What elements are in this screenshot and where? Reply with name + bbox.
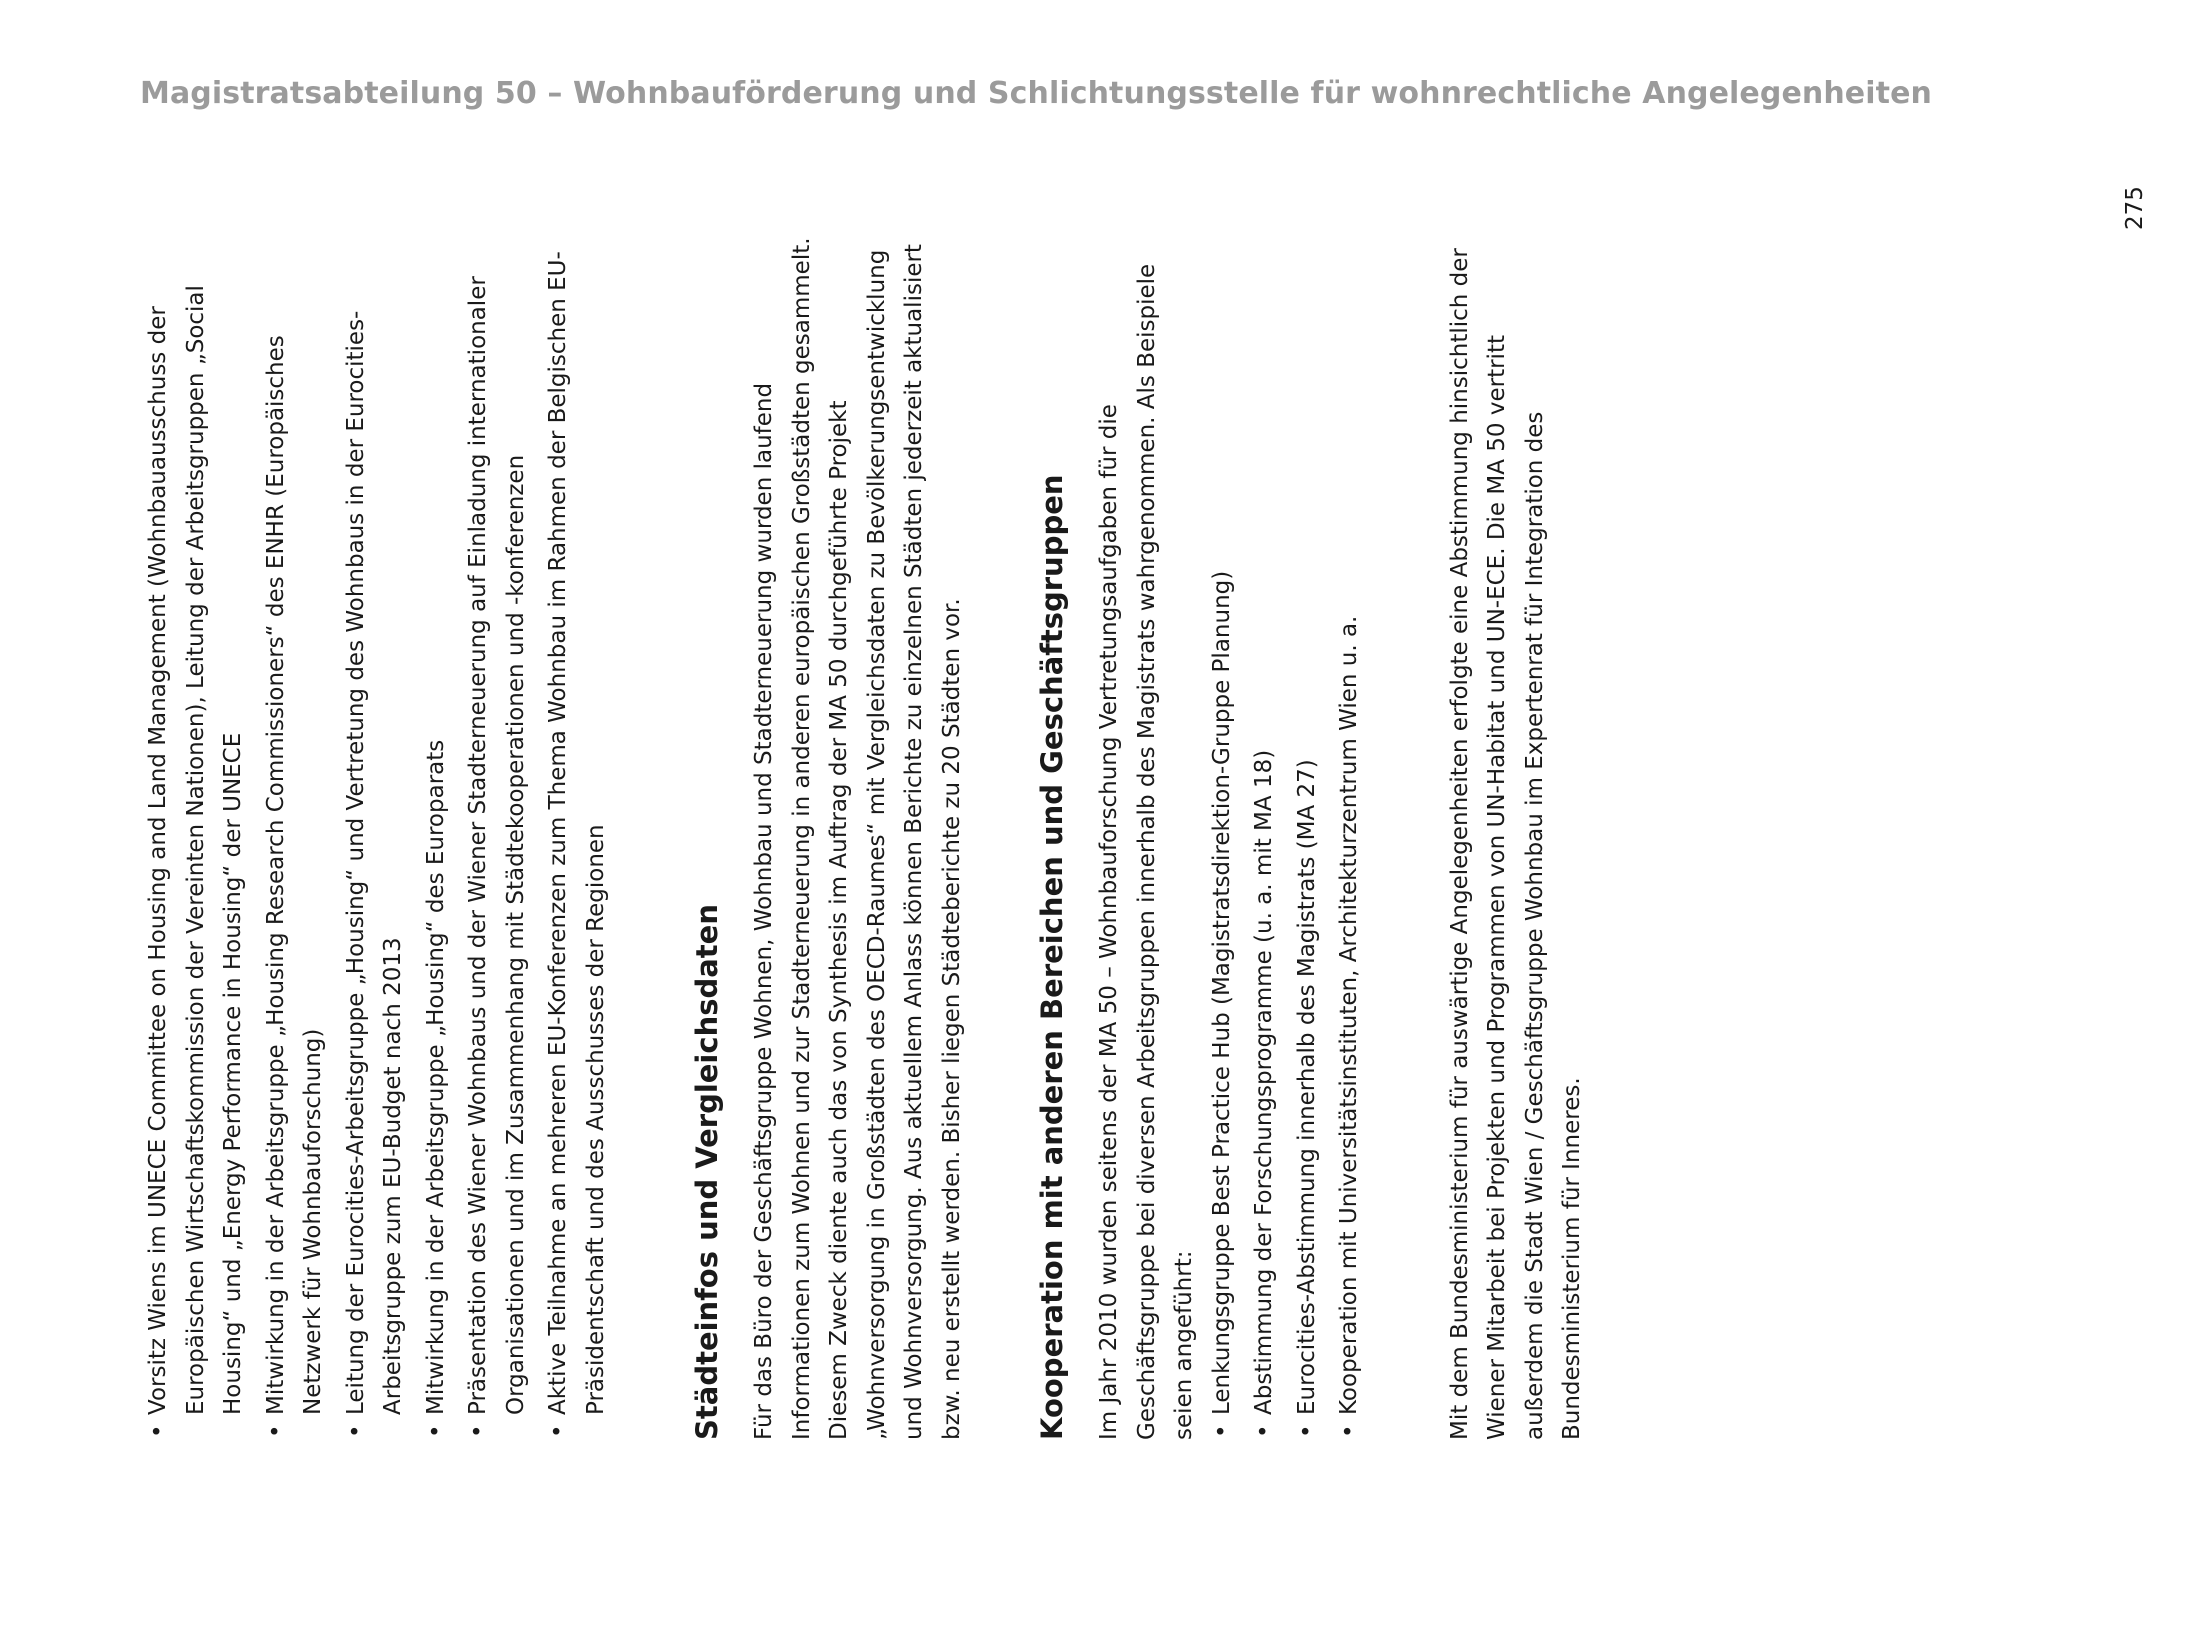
list-item: • Präsentation des Wiener Wohnbaus und der Wiener Stadterneuerung auf Einladung internationaler Organisationen und im Zusammenhang mit Städtekooperationen und -konferenzen xyxy=(460,220,535,1440)
section-paragraph-staedteinfos: Für das Büro der Geschäftsgruppe Wohnen, Wohnbau und Stadterneuerung wurden laufend Informationen zum Wohnen und zur Stadterneuerung in anderen europäischen Großstädten gesammelt. Diesem Zweck diente auch das von Synthesis im Auftrag der MA 50 durchgeführte Projekt „Wohnversorgung in Großstädten des OECD-Raumes“ mit Vergleichsdaten zu Bevölkerungsentwicklung und Wohnversorgung. Aus aktuellem Anlass können Berichte zu einzelnen Städten jederzeit aktualisiert bzw. neu erstellt werden. Bisher liegen Städteberichte zu 20 Städten vor. xyxy=(751,237,965,1440)
section-heading-kooperation: Kooperation mit anderen Bereichen und Geschäftsgruppen xyxy=(1035,474,1069,1440)
list-item: • Abstimmung der Forschungsprogramme (u. a. mit MA 18) xyxy=(1246,220,1284,1440)
running-header: Magistratsabteilung 50 – Wohnbauförderung und Schlichtungsstelle für wohnrechtliche Angelegenheiten xyxy=(140,76,1932,111)
section-paragraph-kooperation-intro: Im Jahr 2010 wurden seitens der MA 50 – Wohnbauforschung Vertretungsaufgaben für die Geschäftsgruppe bei diversen Arbeitsgruppen innerhalb des Magistrats wahrgenommen. Als Beispiele seien angeführt: xyxy=(1096,263,1197,1440)
spacer xyxy=(620,220,688,1440)
page-number: 275 xyxy=(2122,186,2148,230)
list-item: • Kooperation mit Universitätsinstituten, Architekturzentrum Wien u. a. xyxy=(1331,220,1369,1440)
list-item: • Lenkungsgruppe Best Practice Hub (Magistratsdirektion-Gruppe Planung) xyxy=(1204,220,1242,1440)
cooperation-list xyxy=(1204,220,1369,1440)
rotated-page-content xyxy=(140,220,1592,1440)
list-item: • Mitwirkung in der Arbeitsgruppe „Housing Research Commissioners“ des ENHR (Europäisches Netzwerk für Wohnbauforschung) xyxy=(258,220,333,1440)
list-item: • Leitung der Eurocities-Arbeitsgruppe „Housing“ und Vertretung des Wohnbaus in der Eurocities-Arbeitsgruppe zum EU-Budget nach 2013 xyxy=(338,220,413,1440)
section-heading-staedteinfos: Städteinfos und Vergleichsdaten xyxy=(690,904,724,1440)
section-paragraph-closing: Mit dem Bundesministerium für auswärtige Angelegenheiten erfolgte eine Abstimmung hinsichtlich der Wiener Mitarbeit bei Projekten und Programmen von UN-Habitat und UN-ECE. Die MA 50 vertritt außerdem die Stadt Wien / Geschäftsgruppe Wohnbau im Expertenrat für Integration des Bundesministerium für Inneres. xyxy=(1446,248,1585,1440)
spacer xyxy=(1374,220,1442,1440)
list-item: • Eurocities-Abstimmung innerhalb des Magistrats (MA 27) xyxy=(1289,220,1327,1440)
list-item: • Mitwirkung in der Arbeitsgruppe „Housing“ des Europarats xyxy=(418,220,456,1440)
list-item: • Aktive Teilnahme an mehreren EU-Konferenzen zum Thema Wohnbau im Rahmen der Belgischen EU-Präsidentschaft und des Ausschusses der Regionen xyxy=(540,220,615,1440)
list-item: • Vorsitz Wiens im UNECE Committee on Housing and Land Management (Wohnbauausschuss der Europäischen Wirtschaftskommission der Vereinten Nationen), Leitung der Arbeitsgruppen „Social Housing“ und „Energy Performance in Housing“ der UNECE xyxy=(140,220,253,1440)
activities-list xyxy=(140,220,615,1440)
spacer xyxy=(971,220,1033,1440)
